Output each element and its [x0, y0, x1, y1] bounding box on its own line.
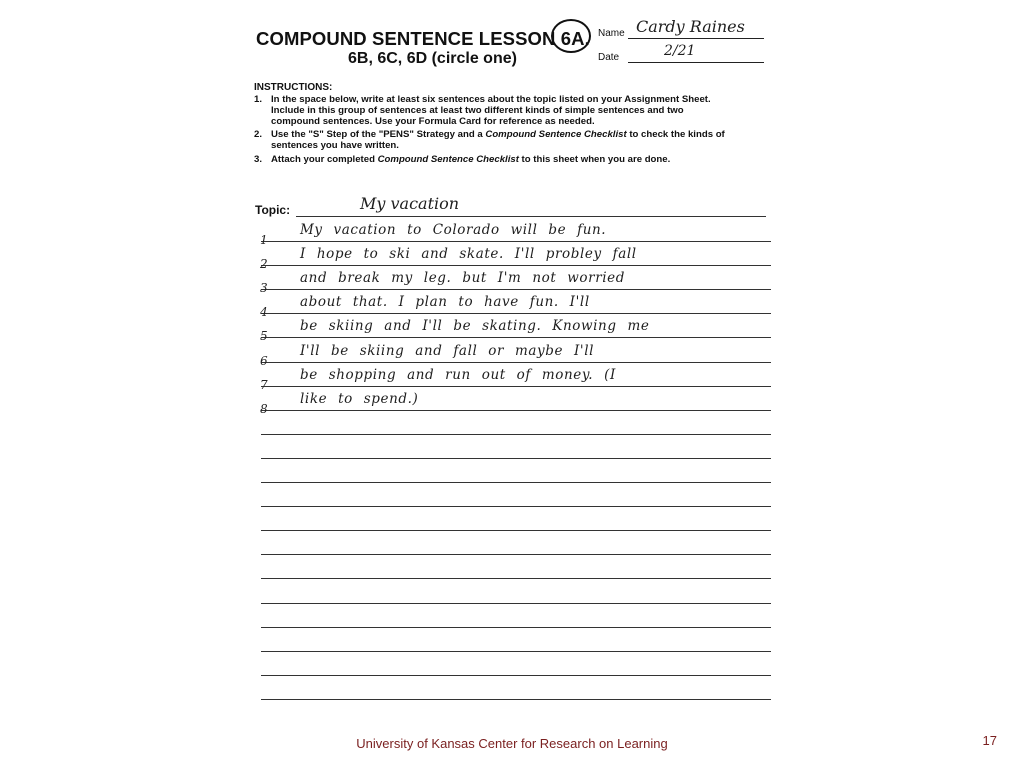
instruction-number: 1.	[254, 94, 263, 105]
ruled-line	[261, 337, 771, 338]
instruction-2	[254, 129, 725, 151]
handwritten-sentence: about that. I plan to have fun. I'll	[300, 294, 590, 310]
ruled-line	[261, 458, 771, 459]
worksheet-page	[244, 8, 774, 716]
line-number: 7	[260, 378, 268, 392]
topic-value: My vacation	[360, 194, 460, 213]
ruled-line	[261, 578, 771, 579]
ruled-line	[261, 530, 771, 531]
name-line	[628, 38, 764, 39]
instruction-text: sentences you have written.	[271, 140, 399, 151]
ruled-line	[261, 675, 771, 676]
handwritten-sentence: and break my leg. but I'm not worried	[300, 270, 625, 286]
date-value: 2/21	[664, 43, 696, 59]
lesson-circled-option: 6A.	[560, 28, 590, 49]
ruled-line	[261, 289, 771, 290]
circle-mark	[551, 19, 591, 53]
line-number: 3	[260, 281, 268, 295]
line-number: 6	[260, 354, 268, 368]
handwritten-sentence: be shopping and run out of money. (I	[300, 367, 616, 383]
instruction-text: Attach your completed	[271, 154, 378, 165]
ruled-line	[261, 313, 771, 314]
instruction-3	[254, 154, 670, 165]
instruction-emphasis: Compound Sentence Checklist	[485, 129, 627, 140]
ruled-line	[261, 434, 771, 435]
instruction-text: Use the "S" Step of the "PENS" Strategy and a	[271, 129, 486, 140]
ruled-line	[261, 554, 771, 555]
ruled-line	[261, 362, 771, 363]
instruction-emphasis: Compound Sentence Checklist	[377, 154, 519, 165]
worksheet-title	[256, 28, 590, 50]
ruled-line	[261, 651, 771, 652]
handwritten-sentence: I hope to ski and skate. I'll probley fall	[300, 246, 637, 262]
handwritten-sentence: be skiing and I'll be skating. Knowing me	[300, 318, 650, 334]
title-text: COMPOUND SENTENCE LESSON	[256, 28, 556, 49]
instructions-heading: INSTRUCTIONS:	[254, 82, 333, 93]
instruction-1	[254, 94, 711, 127]
topic-line	[296, 216, 766, 217]
line-number: 2	[260, 257, 268, 271]
handwritten-sentence: I'll be skiing and fall or maybe I'll	[300, 343, 595, 359]
instruction-number: 2.	[254, 129, 263, 140]
topic-label: Topic:	[255, 203, 291, 217]
handwritten-sentence: like to spend.)	[300, 391, 419, 407]
ruled-line	[261, 699, 771, 700]
ruled-line	[261, 265, 771, 266]
date-label: Date	[598, 52, 620, 63]
line-number: 5	[260, 329, 268, 343]
instruction-number: 3.	[254, 154, 263, 165]
instruction-text: to check the kinds of	[626, 129, 725, 140]
instruction-text: Include in this group of sentences at least two different kinds of simple sentences and two	[271, 105, 684, 116]
line-number: 4	[260, 305, 268, 319]
ruled-line	[261, 506, 771, 507]
footer-text: University of Kansas Center for Research on Learning	[356, 736, 668, 751]
ruled-line	[261, 482, 771, 483]
instruction-text: to this sheet when you are done.	[518, 154, 671, 165]
handwritten-sentence: My vacation to Colorado will be fun.	[300, 222, 607, 238]
line-number: 1	[260, 233, 268, 247]
lesson-options: 6B, 6C, 6D (circle one)	[348, 50, 517, 67]
name-value: Cardy Raines	[636, 17, 745, 36]
ruled-line	[261, 241, 771, 242]
instruction-text: compound sentences. Use your Formula Card for reference as needed.	[271, 116, 595, 127]
ruled-line	[261, 627, 771, 628]
ruled-line	[261, 386, 771, 387]
page-number: 17	[982, 733, 997, 748]
instruction-text: In the space below, write at least six sentences about the topic listed on your Assignment Sheet.	[271, 94, 711, 105]
ruled-line	[261, 410, 771, 411]
name-label: Name	[598, 28, 625, 39]
line-number: 8	[260, 402, 268, 416]
ruled-line	[261, 603, 771, 604]
date-line	[628, 62, 764, 63]
